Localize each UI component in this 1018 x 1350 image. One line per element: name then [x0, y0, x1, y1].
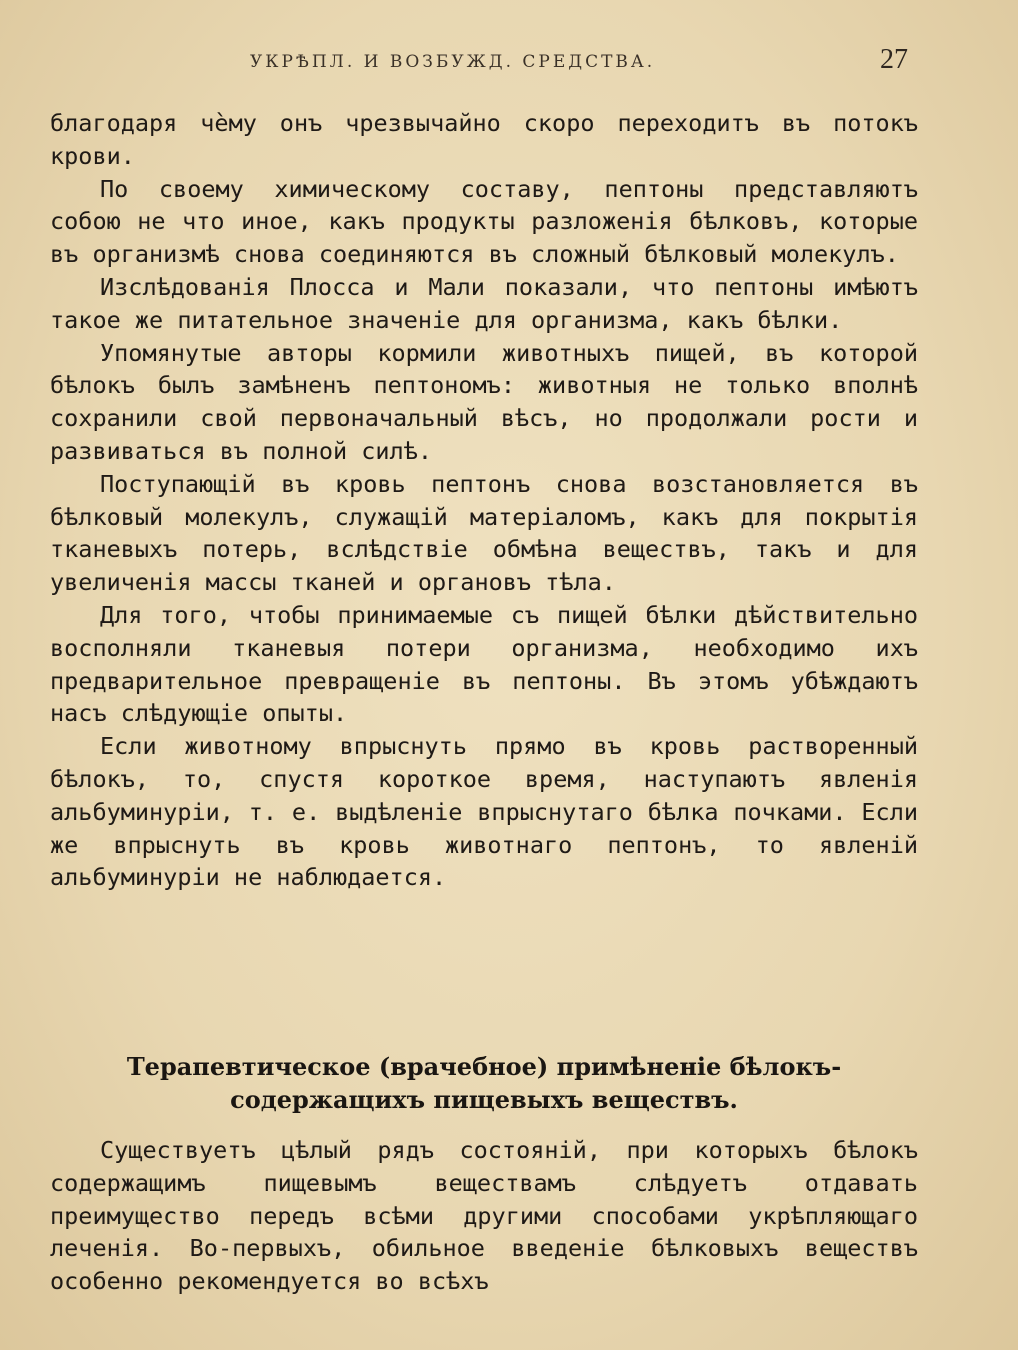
section-paragraph: Существуетъ цѣлый рядъ состояній, при которыхъ бѣлокъ содержащимъ пищевымъ веществамъ слѣдуетъ отдавать преимущество передъ всѣми другими способами укрѣпляющаго леченія. Во-первыхъ, обильное введеніе бѣлковыхъ веществъ особенно рекомендуется во всѣхъ	[50, 1136, 918, 1296]
section-text	[50, 1134, 918, 1298]
section-heading: Терапевтическое (врачебное) примѣненіе бѣлокъ-содержащихъ пищевыхъ веществъ.	[126, 1052, 842, 1114]
paragraph-7: Если животному впрыснуть прямо въ кровь растворенный бѣлокъ, то, спустя короткое время, наступаютъ явленія альбуминуріи, т. е. выдѣленіе впрыснутаго бѣлка почками. Если же впрыснуть въ кровь животнаго пептонъ, то явленій альбуминуріи не наблюдается.	[50, 732, 918, 892]
paragraph-5: Поступающій въ кровь пептонъ снова возстановляется въ бѣлковый молекулъ, служащій матеріаломъ, какъ для покрытія тканевыхъ потерь, вслѣдствіе обмѣна веществъ, такъ и для увеличенія массы тканей и органовъ тѣла.	[50, 469, 918, 597]
page-number: 27	[880, 44, 908, 75]
page-header	[0, 44, 1018, 78]
paragraph-2: По своему химическому составу, пептоны представляютъ собою не что иное, какъ продукты разложенія бѣлковъ, которые въ организмѣ снова соединяются въ сложный бѣлковый молекулъ.	[50, 174, 918, 269]
main-text	[50, 107, 918, 894]
paragraph-4: Упомянутые авторы кормили животныхъ пищей, въ которой бѣлокъ былъ замѣненъ пептономъ: животныя не только вполнѣ сохранили свой первоначальный вѣсъ, но продолжали рости и развиваться въ полной силѣ.	[50, 338, 918, 465]
paragraph-3: Изслѣдованія Плосса и Мали показали, что пептоны имѣютъ такое же питательное значеніе для организма, какъ бѣлки.	[50, 272, 918, 334]
paragraph-6: Для того, чтобы принимаемые съ пищей бѣлки дѣйствительно восполняли тканевыя потери организма, необходимо ихъ предварительное превращеніе въ пептоны. Въ этомъ убѣждаютъ насъ слѣдующіе опыты.	[50, 600, 918, 728]
running-head: УКРѢПЛ. И ВОЗБУЖД. СРЕДСТВА.	[250, 52, 656, 72]
paragraph-1: благодаря чѐму онъ чрезвычайно скоро переходитъ въ потокъ крови.	[50, 109, 918, 170]
